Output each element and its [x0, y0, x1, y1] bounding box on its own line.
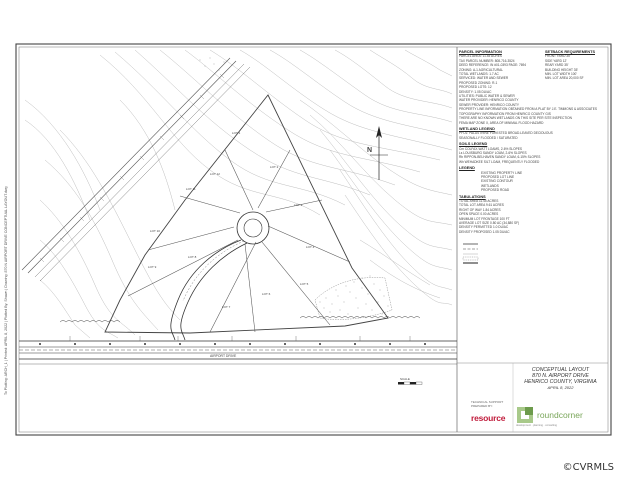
tabulation-row: TOTAL LOT AREA 9.61 ACRES	[459, 203, 504, 208]
parcel-note: TOPOGRAPHY INFORMATION FROM HENRICO COUNTY GIS	[459, 111, 551, 116]
parcel-row: SERVICED: WATER AND SEWER	[459, 76, 509, 81]
airport-drive	[19, 341, 457, 364]
legend-row: EXISTING CONTOUR	[481, 179, 513, 184]
setback-heading: SETBACK REQUIREMENTS	[545, 50, 595, 54]
plot-stamp	[4, 95, 14, 395]
lot-label: LOT 10	[150, 229, 160, 233]
lot-label: LOT 5	[300, 282, 309, 286]
title-line-3: HENRICO COUNTY, VIRGINIA	[524, 379, 597, 385]
wetland-heading: WETLAND LEGEND	[459, 126, 495, 131]
parcel-row: PARCEL AREA: 11.45 ACRES	[459, 54, 502, 59]
lot-label: LOT 12	[210, 172, 220, 176]
soils-row: Cm COLFAX-WATT LOAMS, 2-6% SLOPES	[459, 146, 522, 151]
soils-heading: SOILS LEGEND	[459, 142, 488, 147]
driveway-marks	[70, 336, 410, 341]
roundcorner-wordmark: roundcorner	[537, 410, 583, 420]
roundcorner-logo	[516, 406, 606, 427]
legend-row: PROPOSED LOT LINE	[481, 174, 515, 179]
soils-row: Ls LOUISBURG SANDY LOAM, 2-6% SLOPES	[459, 150, 527, 155]
parcel-row: PROPOSED ZONING: R-1	[459, 80, 498, 85]
lot-label: LOT 4	[306, 245, 315, 249]
setback-section	[545, 48, 607, 107]
parcel-row: UTILITIES: PUBLIC WATER & SEWER	[459, 94, 515, 99]
lot-label: LOT 11	[186, 187, 196, 191]
tree-line	[60, 317, 420, 323]
setback-row: BUILDING HEIGHT 35'	[545, 67, 578, 72]
parcel-heading: PARCEL INFORMATION	[459, 50, 502, 54]
roundcorner-tagline: development · planning · consulting	[516, 424, 557, 427]
resource-logo	[471, 400, 511, 423]
lot-label: LOT 3	[294, 203, 303, 207]
wetland-boundary	[315, 277, 392, 319]
setback-row: MIN. LOT WIDTH 100'	[545, 72, 577, 77]
roundcorner-icon	[516, 406, 534, 424]
parcel-row: TOTAL WETLANDS: 1.7 AC	[459, 72, 499, 77]
resource-wordmark: resource	[471, 413, 506, 423]
support-label: TECHNICAL SUPPORT	[471, 400, 504, 404]
lot-label: LOT 7	[222, 305, 231, 309]
lot-label: LOT 6	[262, 292, 271, 296]
soils-row: Wh WEHADKEE SILT LOAM, FREQUENTLY FLOODED	[459, 159, 540, 164]
scale-bar	[398, 382, 422, 385]
tabulation-row: RIGHT OF WAY 1.84 ACRES	[459, 207, 501, 212]
tabulation-row: TOTAL AREA 11.45 ACRES	[459, 199, 499, 203]
cul-de-sac-road	[171, 212, 269, 340]
roundcorner-row	[516, 406, 606, 424]
lot-label: LOT 2	[270, 165, 279, 169]
parcel-info-section	[459, 48, 539, 107]
scale-label: SCALE	[400, 377, 410, 381]
setback-row: REAR YARD 35'	[545, 63, 569, 68]
tabulation-row: DENSITY PERMITTED 1.0 DU/AC	[459, 225, 509, 230]
road-label: AIRPORT DRIVE	[210, 354, 237, 358]
parcel-row: TAX PARCEL NUMBER: 808-716-3524	[459, 58, 515, 63]
wetlands-area	[200, 58, 389, 315]
railroad-ties	[40, 74, 224, 262]
legend-list	[459, 171, 609, 193]
info-panel	[459, 48, 609, 234]
legend-swatches	[463, 244, 478, 263]
lot-label: LOT 9	[148, 265, 157, 269]
lot-label: LOT 8	[188, 255, 197, 259]
legend-row: WETLANDS	[481, 183, 499, 188]
watermark: ©CVRMLS	[562, 462, 614, 473]
plot-stamp-text: To Plotting: ARCH_1 | Printed: APRIL 8, 2022 | Plotted By: Shawn | Drawing: 870 N AIRPORT DRIVE CONCEPTUAL LAYOUT.dwg	[4, 186, 8, 395]
title-line-1: CONCEPTUAL LAYOUT	[531, 367, 590, 373]
parcel-row: ZONING: A-1 AGRICULTURAL	[459, 67, 504, 72]
parcel-note: FEMA MAP ZONE X, AREA OF MINIMAL FLOOD HAZARD	[459, 120, 544, 125]
wetland-row: PFO1: PALUSTRINE FORESTED BROAD-LEAVED DECIDUOUS	[459, 131, 553, 136]
parcel-row: SEWER PROVIDER: HENRICO COUNTY	[459, 102, 520, 107]
parcel-row: DEED REFERENCE: IN #01-0393 PAGE: 7694	[459, 63, 527, 68]
prepared-by-label: PREPARED BY:	[471, 404, 493, 408]
property-boundary	[105, 95, 388, 333]
north-label: N	[367, 147, 373, 154]
tabulation-row: OPEN SPACE 0.00 ACRES	[459, 212, 499, 217]
title-line-2: 870 N. AIRPORT DRIVE	[532, 373, 589, 379]
railroad-corridor	[22, 58, 250, 281]
lot-label: LOT 1	[232, 131, 241, 135]
soils-row: Rb RIPPON-BELHAVEN SANDY LOAM, 6-15% SLOPES	[459, 155, 541, 160]
parcel-row: PROPOSED LOTS: 12	[459, 85, 492, 90]
legend-row: EXISTING PROPERTY LINE	[481, 170, 523, 175]
utility-poles	[39, 343, 426, 345]
parcel-note: THERE ARE NO KNOWN WETLANDS ON THIS SITE PER SITE INSPECTION	[459, 116, 572, 121]
tabulation-row: MINIMUM LOT FRONTAGE 100 FT	[459, 216, 510, 221]
legend-row: PROPOSED ROAD	[481, 188, 510, 193]
tabulation-row: DENSITY PROPOSED 1.05 DU/AC	[459, 229, 510, 234]
setback-row: SIDE YARD 12'	[545, 58, 567, 63]
parcel-row: WATER PROVIDER: HENRICO COUNTY	[459, 98, 519, 103]
parcel-note: PROPERTY LINE INFORMATION OBTAINED FROM A PLAT BY J.E. TIMMONS & ASSOCIATES	[459, 107, 597, 112]
north-arrow	[370, 126, 388, 180]
wetland-row: SEASONALLY FLOODED / SATURATED	[459, 135, 518, 140]
parcel-row: DENSITY: 1.05 DU/AC	[459, 89, 492, 94]
topographic-contours	[25, 50, 452, 338]
info-top-row	[459, 48, 609, 107]
tabulation-heading: TABULATIONS	[459, 194, 486, 199]
title-block	[513, 367, 608, 391]
setback-row: FRONT YARD 35'	[545, 54, 571, 59]
setback-row: MIN. LOT AREA 20,000 SF	[545, 76, 584, 81]
legend-heading: LEGEND	[459, 166, 475, 171]
title-date: APRIL 8, 2022	[547, 385, 574, 390]
tabulation-row: AVERAGE LOT SIZE 0.80 AC (34,880 SF)	[459, 221, 520, 226]
